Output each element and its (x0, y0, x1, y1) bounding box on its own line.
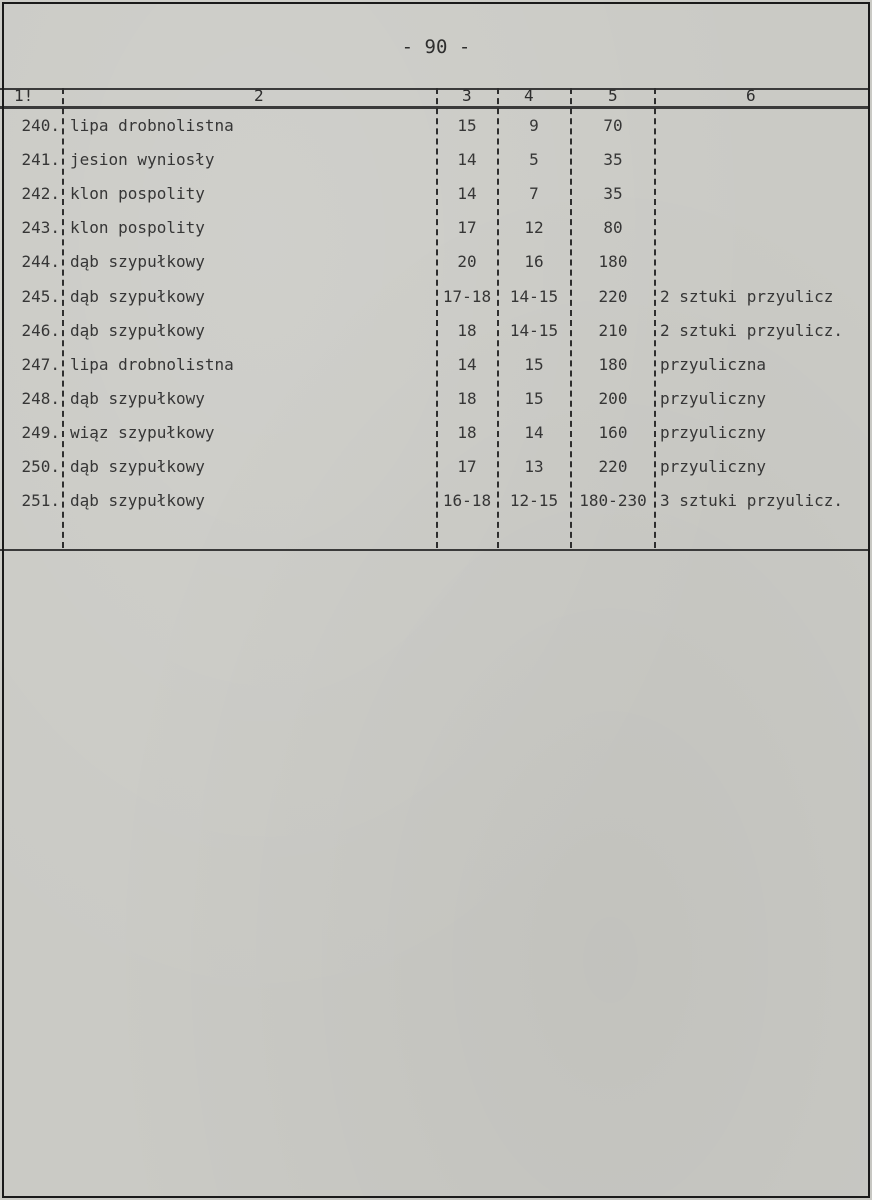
column-4-value: 14-15 (509, 287, 559, 306)
column-4-value: 16 (524, 252, 544, 271)
column-5-value: 180-230 (579, 491, 647, 510)
row-number: 240. (21, 116, 60, 135)
row-number: 242. (21, 184, 60, 203)
row-number: 247. (21, 355, 60, 374)
column-5-value: 70 (603, 116, 623, 135)
column-3-value: 17 (457, 457, 477, 476)
remarks: 2 sztuki przyulicz (660, 287, 834, 306)
row-number: 246. (21, 321, 60, 340)
column-4-value: 9 (529, 116, 539, 135)
column-5-value: 220 (598, 287, 628, 306)
row-number: 245. (21, 287, 60, 306)
column-separator-2 (436, 88, 438, 548)
column-4-value: 15 (524, 389, 544, 408)
column-4-value: 14 (524, 423, 544, 442)
header-bottom-rule (0, 106, 868, 109)
column-3-value: 14 (457, 184, 477, 203)
tree-species: dąb szypułkowy (70, 457, 205, 476)
column-3-value: 14 (457, 355, 477, 374)
column-header-5: 5 (608, 86, 618, 105)
row-number: 241. (21, 150, 60, 169)
column-3-value: 14 (457, 150, 477, 169)
column-5-value: 180 (598, 252, 628, 271)
tree-species: dąb szypułkowy (70, 252, 205, 271)
remarks: przyuliczny (660, 423, 766, 442)
remarks: 2 sztuki przyulicz. (660, 321, 844, 340)
tree-species: lipa drobnolistna (70, 355, 234, 374)
column-4-value: 7 (529, 184, 539, 203)
page-number: - 90 - (401, 36, 471, 58)
column-4-value: 14-15 (509, 321, 559, 340)
row-number: 250. (21, 457, 60, 476)
tree-species: dąb szypułkowy (70, 287, 205, 306)
column-separator-3 (497, 88, 499, 548)
column-separator-4 (570, 88, 572, 548)
column-4-value: 12 (524, 218, 544, 237)
column-5-value: 160 (598, 423, 628, 442)
column-3-value: 18 (457, 423, 477, 442)
column-3-value: 17-18 (442, 287, 492, 306)
column-header-4: 4 (524, 86, 534, 105)
remarks: 3 sztuki przyulicz. (660, 491, 844, 510)
column-3-value: 18 (457, 389, 477, 408)
table-bottom-rule (0, 549, 868, 551)
tree-species: wiąz szypułkowy (70, 423, 215, 442)
row-number: 244. (21, 252, 60, 271)
table-top-rule (0, 88, 868, 90)
column-5-value: 35 (603, 184, 623, 203)
column-3-value: 18 (457, 321, 477, 340)
column-5-value: 80 (603, 218, 623, 237)
column-header-2: 2 (254, 86, 264, 105)
tree-species: lipa drobnolistna (70, 116, 234, 135)
column-4-value: 5 (529, 150, 539, 169)
tree-species: dąb szypułkowy (70, 491, 205, 510)
column-5-value: 200 (598, 389, 628, 408)
tree-species: klon pospolity (70, 218, 205, 237)
column-4-value: 15 (524, 355, 544, 374)
column-header-6: 6 (746, 86, 756, 105)
column-5-value: 210 (598, 321, 628, 340)
column-separator-1 (62, 88, 64, 548)
column-5-value: 35 (603, 150, 623, 169)
column-5-value: 180 (598, 355, 628, 374)
column-3-value: 20 (457, 252, 477, 271)
column-3-value: 15 (457, 116, 477, 135)
row-number: 251. (21, 491, 60, 510)
column-3-value: 17 (457, 218, 477, 237)
remarks: przyuliczna (660, 355, 766, 374)
column-separator-5 (654, 88, 656, 548)
column-5-value: 220 (598, 457, 628, 476)
row-number: 248. (21, 389, 60, 408)
row-number: 243. (21, 218, 60, 237)
remarks: przyuliczny (660, 457, 766, 476)
column-3-value: 16-18 (442, 491, 492, 510)
column-header-3: 3 (462, 86, 472, 105)
tree-species: dąb szypułkowy (70, 389, 205, 408)
tree-species: klon pospolity (70, 184, 205, 203)
column-header-1: 1! (14, 86, 34, 105)
column-4-value: 12-15 (509, 491, 559, 510)
column-4-value: 13 (524, 457, 544, 476)
remarks: przyuliczny (660, 389, 766, 408)
tree-species: jesion wyniosły (70, 150, 215, 169)
tree-species: dąb szypułkowy (70, 321, 205, 340)
row-number: 249. (21, 423, 60, 442)
